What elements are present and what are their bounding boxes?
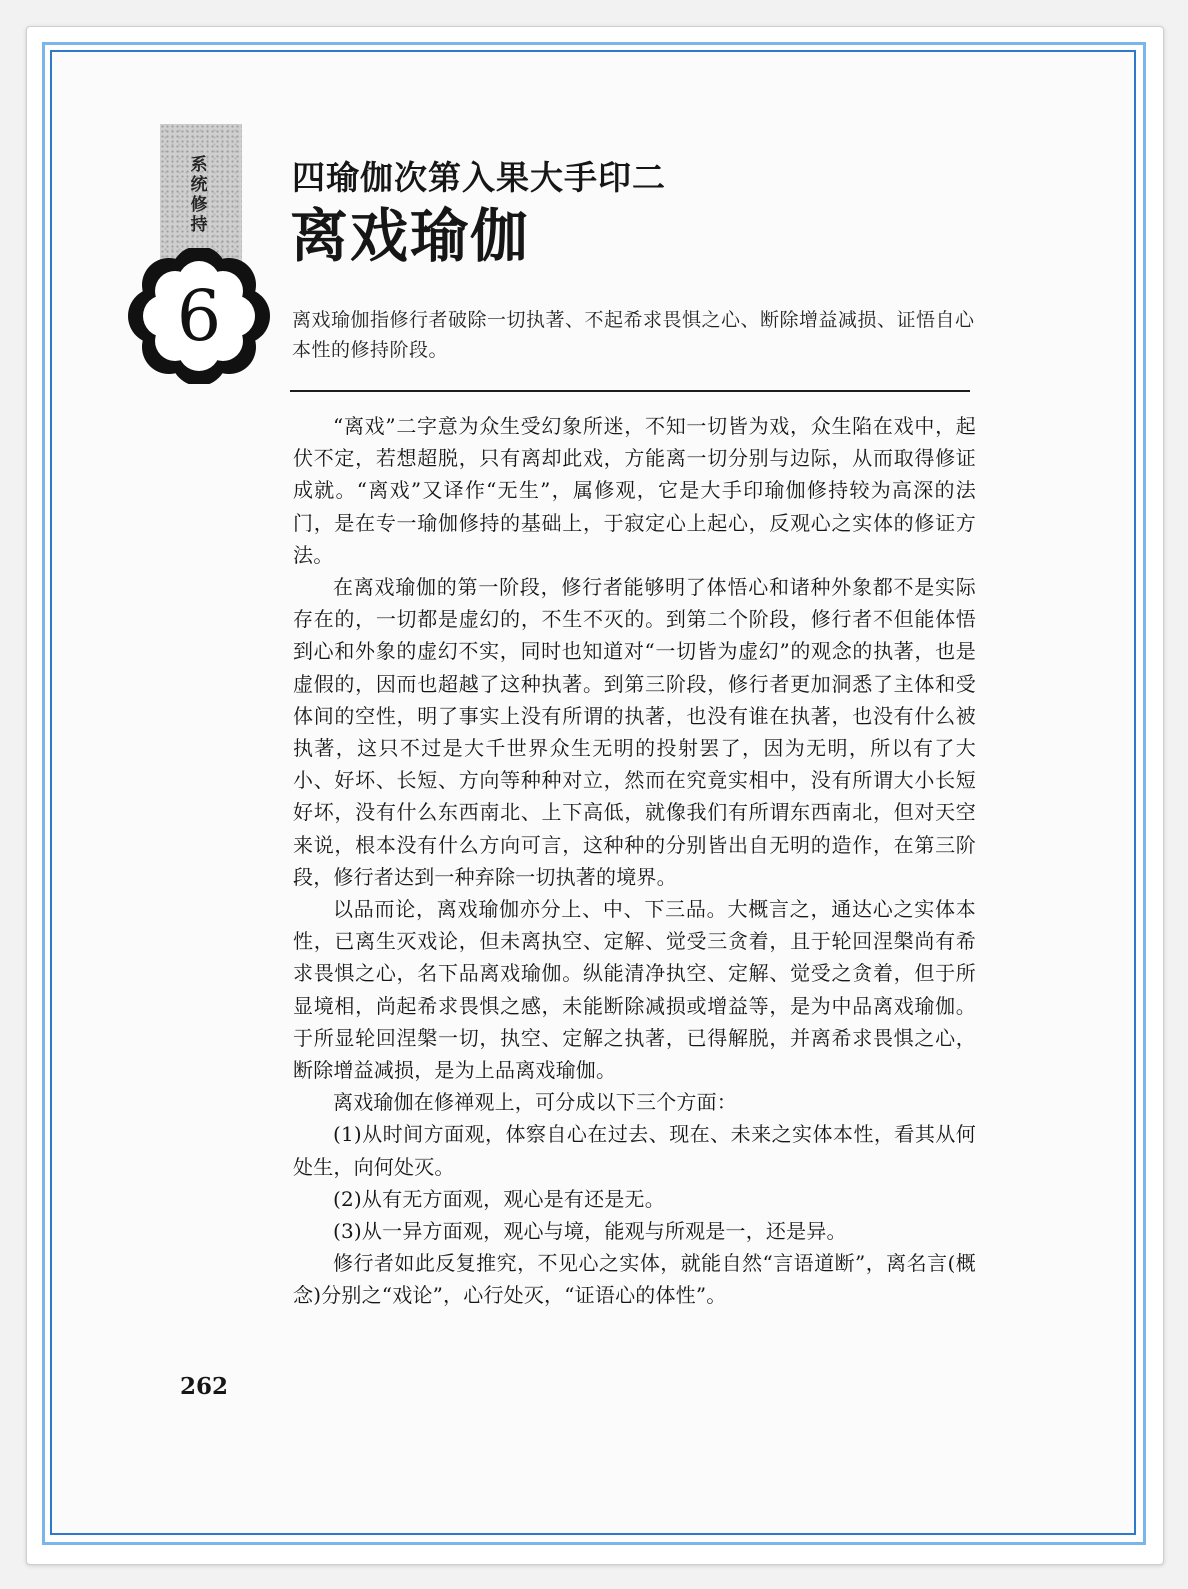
chapter-intro: 离戏瑜伽指修行者破除一切执著、不起希求畏惧之心、断除增益减损、证悟自心本性的修持阶段。 (292, 309, 975, 361)
body-text (293, 410, 976, 1312)
section-side-tab-label: 系统修持 (190, 155, 208, 235)
chapter-title: 离戏瑜伽 (290, 202, 531, 270)
scalloped-badge-icon (124, 248, 274, 384)
paragraph: (1)从时间方面观，体察自心在过去、现在、未来之实体本性，看其从何处生，向何处灭。 (293, 1122, 976, 1179)
page-number: 262 (180, 1373, 229, 1400)
paragraph: 离戏瑜伽在修禅观上，可分成以下三个方面： (333, 1090, 737, 1115)
section-divider (290, 390, 970, 392)
paragraph: 修行者如此反复推究，不见心之实体，就能自然“言语道断”，离名言(概念)分别之“戏论”，心行处灭，“证语心的体性”。 (293, 1251, 976, 1308)
series-title: 四瑜伽次第入果大手印二 (292, 158, 666, 197)
chapter-number: 6 (176, 275, 222, 357)
paragraph: 在离戏瑜伽的第一阶段，修行者能够明了体悟心和诸种外象都不是实际存在的，一切都是虚幻的，不生不灭的。到第二个阶段，修行者不但能体悟到心和外象的虚幻不实，同时也知道对“一切皆为虚幻”的观念的执著，也是虚假的，因而也超越了这种执著。到第三阶段，修行者更加洞悉了主体和受体间的空性，明了事实上没有所谓的执著，也没有谁在执著，也没有什么被执著，这只不过是大千世界众生无明的投射罢了，因为无明，所以有了大小、好坏、长短、方向等种种对立，然而在究竟实相中，没有所谓大小长短好坏，没有什么东西南北、上下高低，就像我们有所谓东西南北，但对天空来说，根本没有什么方向可言，这种种的分别皆出自无明的造作，在第三阶段，修行者达到一种弃除一切执著的境界。 (293, 575, 976, 889)
paragraph: (3)从一异方面观，观心与境，能观与所观是一，还是异。 (333, 1219, 847, 1244)
paragraph: (2)从有无方面观，观心是有还是无。 (333, 1186, 665, 1211)
paragraph: 以品而论，离戏瑜伽亦分上、中、下三品。大概言之，通达心之实体本性，已离生灭戏论，但未离执空、定解、觉受三贪着，且于轮回涅槃尚有希求畏惧之心，名下品离戏瑜伽。纵能清净执空、定解、觉受之贪着，但于所显境相，尚起希求畏惧之感，未能断除减损或增益等，是为中品离戏瑜伽。于所显轮回涅槃一切，执空、定解之执著，已得解脱，并离希求畏惧之心，断除增益减损，是为上品离戏瑜伽。 (293, 897, 976, 1083)
chapter-number-badge (124, 248, 274, 384)
paragraph: “离戏”二字意为众生受幻象所迷，不知一切皆为戏，众生陷在戏中，起伏不定，若想超脱，只有离却此戏，方能离一切分别与边际，从而取得修证成就。“离戏”又译作“无生”，属修观，它是大手印瑜伽修持较为高深的法门，是在专一瑜伽修持的基础上，于寂定心上起心，反观心之实体的修证方法。 (293, 414, 976, 567)
